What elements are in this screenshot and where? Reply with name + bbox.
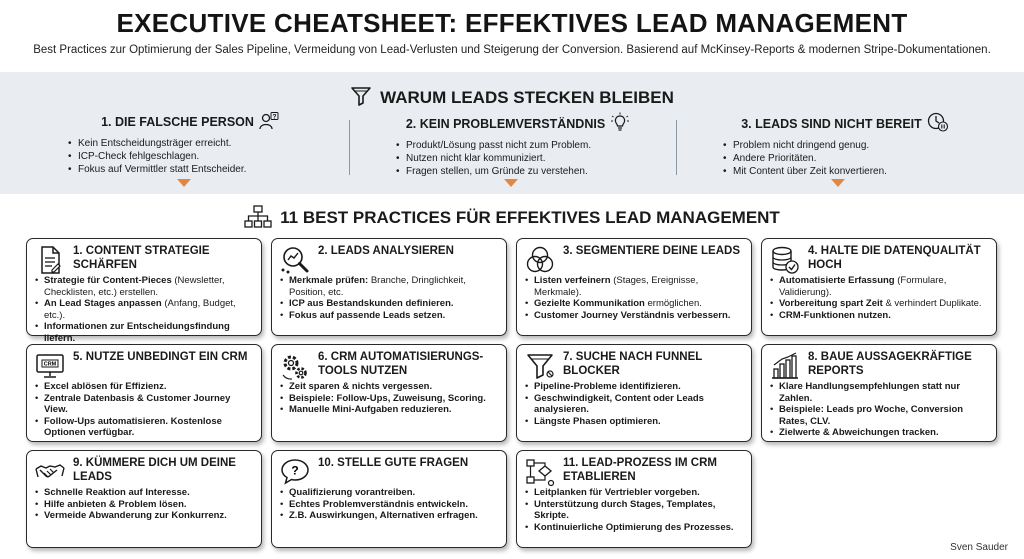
list-item: • Excel ablösen für Effizienz.: [35, 381, 253, 393]
practice-card-3: [516, 238, 752, 336]
card-title: 6. CRM AUTOMATISIERUNGS-TOOLS NUTZEN: [318, 351, 484, 377]
down-arrow-icon: [504, 179, 518, 187]
why-column-3: [695, 112, 995, 178]
practice-card-5: [26, 344, 262, 442]
list-item: • Schnelle Reaktion auf Interesse.: [35, 487, 253, 499]
list-item: • Problem nicht dringend genug.: [723, 139, 995, 152]
process-flow-icon: [525, 457, 555, 487]
funnel-icon: [525, 351, 555, 381]
card-title: 7. SUCHE NACH FUNNEL BLOCKER: [563, 351, 703, 377]
list-item: • Strategie für Content-Pieces (Newsletter, Checklisten, etc.) erstellen.: [35, 275, 253, 298]
list-item: • Listen verfeinern (Stages, Ereignisse, Merkmale).: [525, 275, 743, 298]
why-section-title: WARUM LEADS STECKEN BLEIBEN: [380, 88, 674, 107]
svg-text:?: ?: [272, 113, 277, 121]
card-title: 3. SEGMENTIERE DEINE LEADS: [563, 245, 741, 257]
card-title: 4. HALTE DIE DATENQUALITÄT HOCH: [808, 245, 981, 271]
best-practices-title: 11 BEST PRACTICES FÜR EFFEKTIVES LEAD MANAGEMENT: [280, 208, 780, 227]
practice-card-11: [516, 450, 752, 548]
list-item: • Vorbereitung spart Zeit & verhindert Duplikate.: [770, 298, 988, 310]
list-item: • Zielwerte & Abweichungen tracken.: [770, 427, 988, 439]
list-item: • Kontinuierliche Optimierung des Prozesses.: [525, 522, 743, 534]
list-item: • Gezielte Kommunikation ermöglichen.: [525, 298, 743, 310]
why-column-heading: 1. DIE FALSCHE PERSON ?: [40, 112, 340, 130]
list-item: • Fragen stellen, um Gründe zu verstehen.: [396, 165, 668, 178]
best-practices-header: [0, 205, 1024, 229]
down-arrow-icon: [831, 179, 845, 187]
list-item: • Zeit sparen & nichts vergessen.: [280, 381, 498, 393]
list-item: • Leitplanken für Vertriebler vorgeben.: [525, 487, 743, 499]
list-item: • Andere Prioritäten.: [723, 152, 995, 165]
down-arrow-icon: [177, 179, 191, 187]
list-item: • Mit Content über Zeit konvertieren.: [723, 165, 995, 178]
list-item: • CRM-Funktionen nutzen.: [770, 310, 988, 322]
list-item: • Automatisierte Erfassung (Formulare, Validierung).: [770, 275, 988, 298]
list-item: • Qualifizierung vorantreiben.: [280, 487, 498, 499]
practice-card-7: [516, 344, 752, 442]
why-column-heading: 3. LEADS SIND NICHT BEREIT: [695, 112, 995, 132]
svg-text:CRM: CRM: [43, 361, 57, 368]
card-title: 1. CONTENT STRATEGIE SCHÄRFEN: [73, 245, 210, 271]
speech-question-icon: [280, 457, 310, 487]
list-item: • Pipeline-Probleme identifizieren.: [525, 381, 743, 393]
card-title: 10. STELLE GUTE FRAGEN: [318, 457, 469, 469]
handshake-icon: [35, 457, 65, 487]
why-section-header: [0, 85, 1024, 108]
list-item: • Beispiele: Follow-Ups, Zuweisung, Scoring.: [280, 393, 498, 405]
database-check-icon: [770, 245, 800, 275]
list-item: • Geschwindigkeit, Content oder Leads analysieren.: [525, 393, 743, 416]
divider: [349, 120, 350, 175]
venn-segments-icon: [525, 245, 555, 275]
analytics-magnifier-icon: [280, 245, 310, 275]
bar-chart-icon: [770, 351, 800, 381]
list-item: • ICP-Check fehlgeschlagen.: [68, 150, 340, 163]
list-item: • Manuelle Mini-Aufgaben reduzieren.: [280, 404, 498, 416]
list-item: • Follow-Ups automatisieren. Kostenlose Optionen verfügbar.: [35, 416, 253, 439]
divider: [676, 120, 677, 175]
gears-icon: [280, 351, 310, 381]
funnel-icon: [350, 85, 372, 107]
author-credit: Sven Sauder: [950, 542, 1008, 553]
card-title: 2. LEADS ANALYSIEREN: [318, 245, 454, 257]
practice-card-8: [761, 344, 997, 442]
page-subtitle: Best Practices zur Optimierung der Sales Pipeline, Vermeidung von Lead-Verlusten und Steigerung der Conversion. Basierend auf McKinsey-Reports & modernen Stripe-Dokumentationen.: [33, 44, 991, 56]
person-question-icon: [259, 112, 279, 130]
list-item: • Informationen zur Entscheidungsfindung liefern.: [35, 321, 253, 344]
card-title: 9. KÜMMERE DICH UM DEINE LEADS: [73, 457, 236, 483]
list-item: • Fokus auf Vermittler statt Entscheider.: [68, 163, 340, 176]
list-item: • Z.B. Auswirkungen, Alternativen erfragen.: [280, 510, 498, 522]
list-item: • Vermeide Abwanderung zur Konkurrenz.: [35, 510, 253, 522]
why-column-heading: 2. KEIN PROBLEMVERSTÄNDNIS: [368, 112, 668, 132]
why-column-2: [368, 112, 668, 178]
why-section: [0, 72, 1024, 194]
page-title: EXECUTIVE CHEATSHEET: EFFEKTIVES LEAD MANAGEMENT: [116, 8, 908, 38]
list-item: • Zentrale Datenbasis & Customer Journey View.: [35, 393, 253, 416]
document-icon: [35, 245, 65, 275]
lightbulb-icon: [610, 112, 630, 132]
list-item: • Kein Entscheidungsträger erreicht.: [68, 137, 340, 150]
list-item: • Nutzen nicht klar kommuniziert.: [396, 152, 668, 165]
practice-card-10: [271, 450, 507, 548]
practice-card-4: [761, 238, 997, 336]
list-item: • Merkmale prüfen: Branche, Dringlichkeit, Position, etc.: [280, 275, 498, 298]
practice-card-6: [271, 344, 507, 442]
org-chart-icon: [244, 205, 272, 229]
list-item: • An Lead Stages anpassen (Anfang, Budget, etc.).: [35, 298, 253, 321]
list-item: • Unterstützung durch Stages, Templates, Skripte.: [525, 499, 743, 522]
list-item: • Klare Handlungsempfehlungen statt nur Zahlen.: [770, 381, 988, 404]
card-title: 11. LEAD-PROZESS IM CRM ETABLIEREN: [563, 457, 717, 483]
card-title: 5. NUTZE UNBEDINGT EIN CRM: [73, 351, 248, 363]
list-item: • Customer Journey Verständnis verbessern.: [525, 310, 743, 322]
practice-card-9: [26, 450, 262, 548]
list-item: • Echtes Problemverständnis entwickeln.: [280, 499, 498, 511]
practice-card-2: [271, 238, 507, 336]
list-item: • Hilfe anbieten & Problem lösen.: [35, 499, 253, 511]
card-title: 8. BAUE AUSSAGEKRÄFTIGE REPORTS: [808, 351, 972, 377]
crm-monitor-icon: [35, 351, 65, 381]
list-item: • Beispiele: Leads pro Woche, Conversion Rates, CLV.: [770, 404, 988, 427]
clock-pause-icon: [927, 112, 949, 132]
why-column-1: [40, 112, 340, 176]
practice-card-1: [26, 238, 262, 344]
list-item: • Produkt/Lösung passt nicht zum Problem.: [396, 139, 668, 152]
list-item: • Fokus auf passende Leads setzen.: [280, 310, 498, 322]
list-item: • ICP aus Bestandskunden definieren.: [280, 298, 498, 310]
svg-text:?: ?: [291, 463, 299, 478]
list-item: • Längste Phasen optimieren.: [525, 416, 743, 428]
